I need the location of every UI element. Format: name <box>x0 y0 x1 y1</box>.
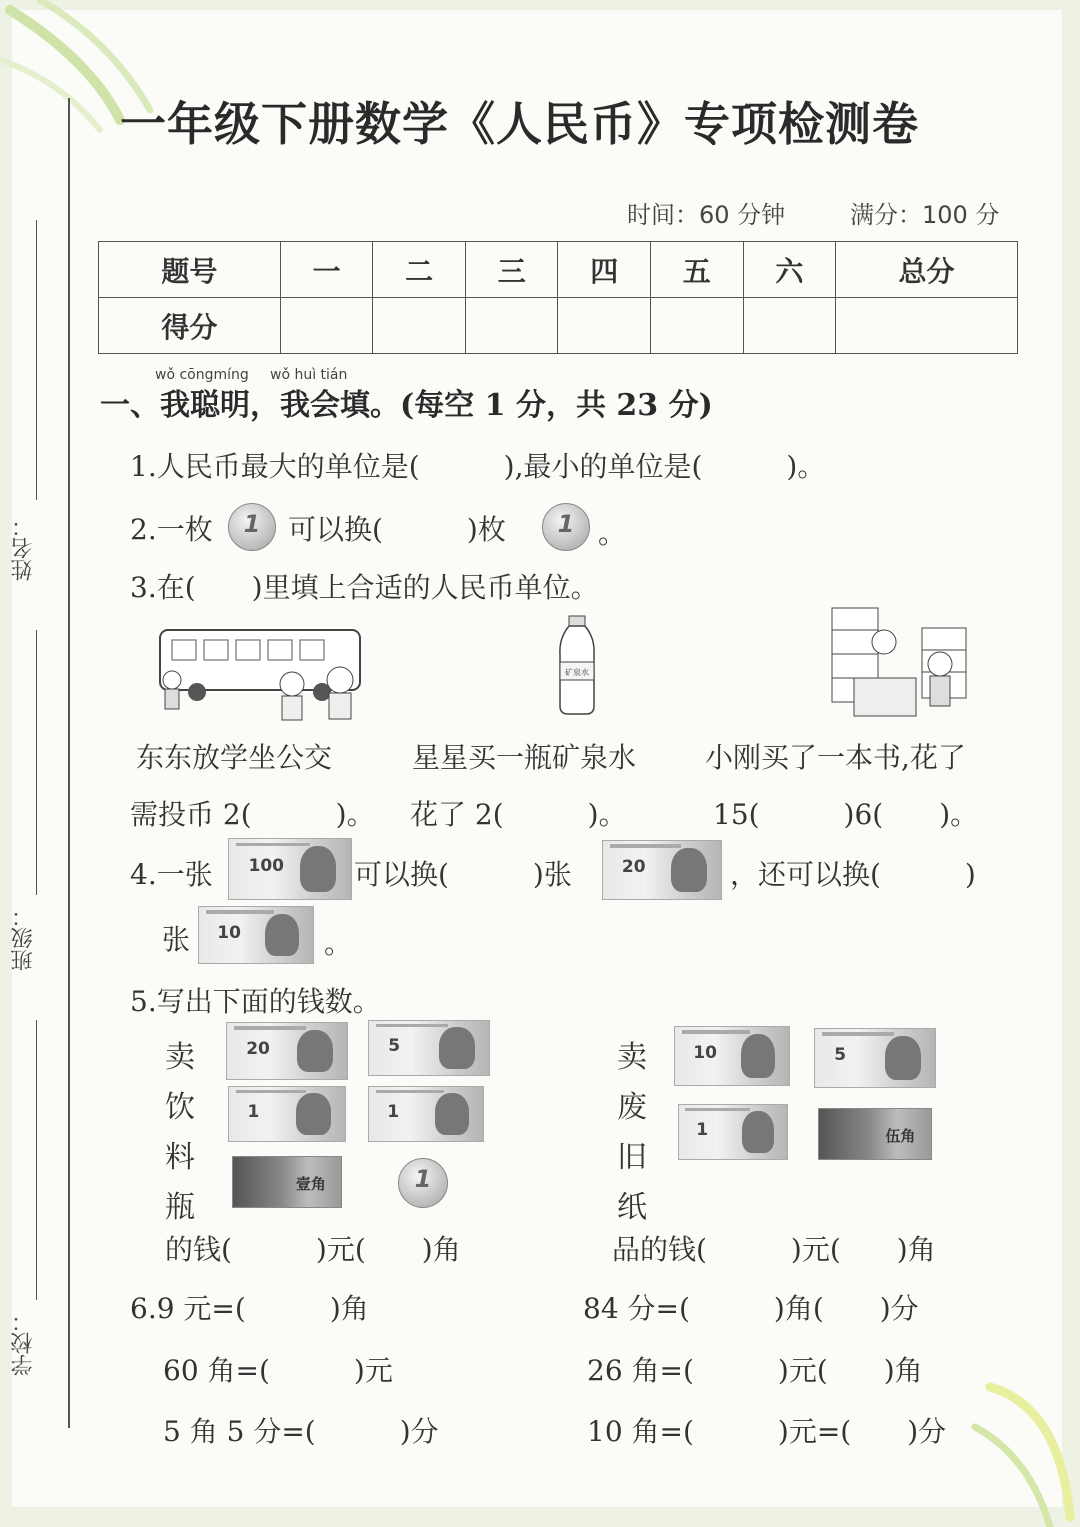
score-cell[interactable] <box>373 298 466 354</box>
score-table-score-row <box>99 298 1018 354</box>
banknote-10-icon: 10 <box>198 906 314 964</box>
question-3-book-blank: 15( )6( )。 <box>713 798 979 831</box>
question-6-item-6: 10 角=( )元=( )分 <box>587 1415 947 1448</box>
name-rule <box>36 220 37 500</box>
question-3-bus-blank: 需投币 2( )。 <box>130 798 375 831</box>
banknote-1-icon: 1 <box>228 1086 346 1142</box>
question-3: 3.在( )里填上合适的人民币单位。 <box>130 571 599 604</box>
class-rule <box>36 630 37 895</box>
question-6-item-1: 6.9 元=( )角 <box>130 1292 369 1325</box>
banknote-5-icon: 5 <box>814 1028 936 1088</box>
question-3-book-text: 小刚买了一本书,花了 <box>705 741 966 774</box>
pinyin-fill: wǒ huì tián <box>270 367 348 383</box>
score-cell[interactable] <box>280 298 373 354</box>
page-title: 一年级下册数学《人民币》专项检测卷 <box>120 97 919 151</box>
question-3-water-blank: 花了 2( )。 <box>410 798 627 831</box>
question-2-part-a: 2.一枚 <box>130 513 213 546</box>
q5-right-char: 卖 <box>617 1040 647 1075</box>
question-3-water-text: 星星买一瓶矿泉水 <box>412 741 637 774</box>
banknote-100-icon: 100 <box>228 838 352 900</box>
question-4-part-b: 可以换( )张 <box>354 858 572 891</box>
pinyin-clever: wǒ cōngmíng <box>155 367 249 383</box>
water-bottle-icon <box>556 614 598 716</box>
question-5: 5.写出下面的钱数。 <box>130 985 381 1018</box>
name-label: 姓名： <box>11 515 36 581</box>
school-rule <box>36 1020 37 1300</box>
q5-right-char: 旧 <box>617 1140 647 1175</box>
banknote-10-icon: 10 <box>674 1026 790 1086</box>
banknote-1-jiao-icon: 壹角 <box>232 1156 342 1208</box>
question-4-part-d: 张 <box>162 923 191 956</box>
banknote-5-jiao-icon: 伍角 <box>818 1108 932 1160</box>
binding-line <box>68 98 70 1428</box>
class-label: 班级： <box>11 905 36 971</box>
q5-left-char: 卖 <box>165 1040 195 1075</box>
question-2-part-b: 可以换( )枚 <box>288 513 506 546</box>
one-yuan-coin-icon: 1 <box>228 503 276 551</box>
q5-right-answer: 品的钱( )元( )角 <box>612 1233 936 1266</box>
q5-left-char: 饮 <box>165 1090 195 1125</box>
question-6-item-4: 26 角=( )元( )角 <box>587 1354 923 1387</box>
question-4-part-c: ，还可以换( ) <box>730 858 976 891</box>
question-6-item-3: 60 角=( )元 <box>163 1354 393 1387</box>
bookstore-illustration-icon <box>830 606 970 720</box>
score-cell[interactable] <box>651 298 744 354</box>
score-header-cell: 总分 <box>836 242 1018 298</box>
question-4-part-e: 。 <box>324 927 353 960</box>
score-cell[interactable] <box>558 298 651 354</box>
score-cell[interactable] <box>465 298 558 354</box>
one-yuan-coin-icon: 1 <box>542 503 590 551</box>
q5-left-char: 料 <box>165 1140 195 1175</box>
score-header-cell: 五 <box>651 242 744 298</box>
score-header-cell: 四 <box>558 242 651 298</box>
question-6-item-5: 5 角 5 分=( )分 <box>163 1415 439 1448</box>
question-6-item-2: 84 分=( )角( )分 <box>583 1292 919 1325</box>
score-header-cell: 题号 <box>99 242 281 298</box>
svg-text:矿泉水: 矿泉水 <box>565 668 589 677</box>
question-3-bus-text: 东东放学坐公交 <box>136 741 333 774</box>
score-header-cell: 六 <box>743 242 836 298</box>
score-header-cell: 三 <box>465 242 558 298</box>
question-4-part-a: 4.一张 <box>130 858 213 891</box>
question-2-part-c: 。 <box>598 517 627 550</box>
q5-right-char: 废 <box>617 1090 647 1125</box>
q5-right-char: 纸 <box>617 1190 647 1225</box>
score-cell[interactable] <box>743 298 836 354</box>
q5-left-char: 瓶 <box>165 1190 195 1225</box>
banknote-1-icon: 1 <box>368 1086 484 1142</box>
score-cell[interactable] <box>836 298 1018 354</box>
full-score: 满分：100 分 <box>850 201 1000 229</box>
q5-left-answer: 的钱( )元( )角 <box>165 1233 461 1266</box>
score-row-label: 得分 <box>99 298 281 354</box>
banknote-5-icon: 5 <box>368 1020 490 1076</box>
one-yuan-coin-icon: 1 <box>398 1158 448 1208</box>
score-table <box>98 241 1018 354</box>
school-label: 学校： <box>11 1310 36 1376</box>
paper-clip-bottom-right <box>970 1367 1080 1527</box>
score-table-header-row <box>99 242 1018 298</box>
banknote-1-icon: 1 <box>678 1104 788 1160</box>
score-header-cell: 一 <box>280 242 373 298</box>
banknote-20-icon: 20 <box>226 1022 348 1080</box>
question-1: 1.人民币最大的单位是( ),最小的单位是( )。 <box>130 450 826 483</box>
banknote-20-icon: 20 <box>602 840 722 900</box>
section-1-title: 一、我聪明，我会填。(每空 1 分，共 23 分) <box>100 388 713 423</box>
time-limit: 时间：60 分钟 <box>627 201 786 229</box>
bus-illustration-icon <box>152 622 364 732</box>
score-header-cell: 二 <box>373 242 466 298</box>
